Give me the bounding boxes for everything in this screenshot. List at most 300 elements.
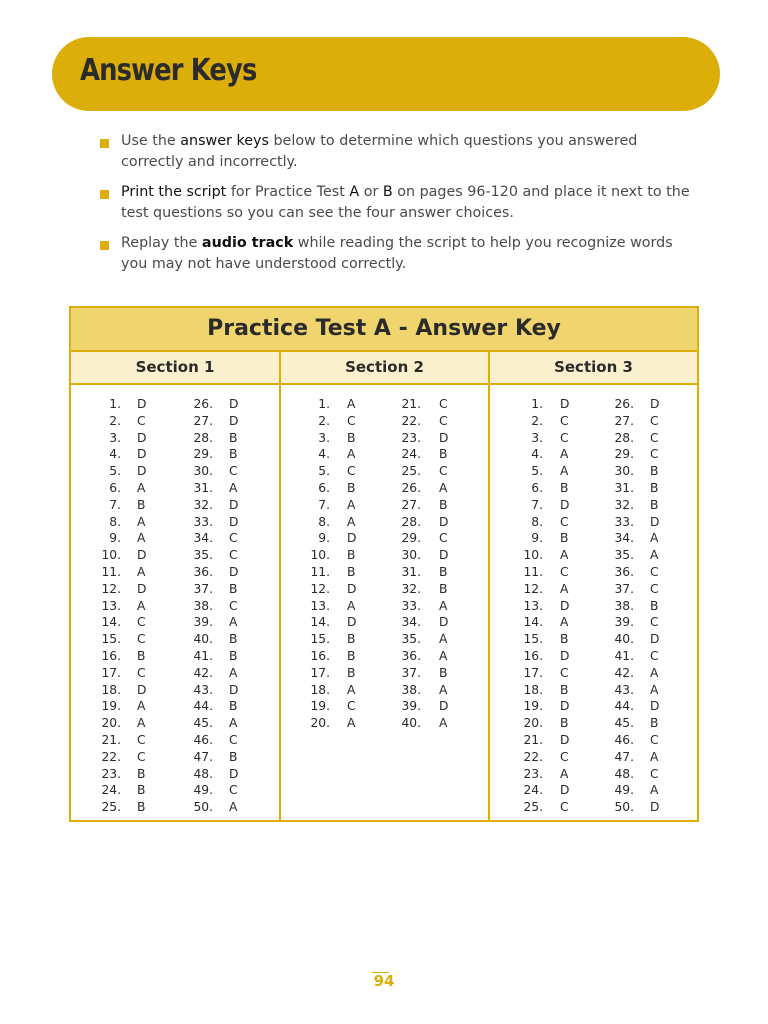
question-number: 45. [614, 716, 634, 731]
answer-letter: C [560, 800, 569, 815]
answer-letter: C [229, 548, 238, 563]
answer-letter: B [137, 648, 146, 663]
answer-row [71, 413, 279, 430]
answer-letter: C [137, 413, 146, 428]
question-number: 3. [109, 430, 121, 445]
question-number: 26. [401, 480, 421, 495]
question-number: 13. [101, 598, 121, 613]
answer-row [71, 497, 279, 514]
question-number: 31. [614, 480, 634, 495]
answer-letter: C [560, 564, 569, 579]
answer-row [490, 648, 697, 665]
question-number: 27. [193, 413, 213, 428]
bullet-square-icon [100, 190, 109, 199]
answer-letter: B [137, 800, 146, 815]
answer-letter: C [137, 749, 146, 764]
answer-row [71, 631, 279, 648]
bullet-square-icon [100, 139, 109, 148]
answer-letter: A [560, 581, 569, 596]
answer-row [490, 665, 697, 682]
question-number: 21. [523, 732, 543, 747]
question-number: 26. [614, 397, 634, 411]
answer-letter: B [560, 531, 569, 546]
answer-letter: D [650, 699, 660, 714]
answer-letter: C [439, 464, 448, 479]
question-number: 7. [318, 497, 330, 512]
question-number: 19. [523, 699, 543, 714]
answer-letter: D [347, 531, 357, 546]
question-number: 17. [101, 665, 121, 680]
answer-letter: B [229, 648, 238, 663]
question-number: 15. [310, 632, 330, 647]
question-number: 20. [310, 716, 330, 731]
question-number: 26. [193, 397, 213, 411]
section-header: Section 2 [281, 352, 488, 385]
question-number: 43. [193, 682, 213, 697]
answer-letter: A [650, 682, 659, 697]
answer-letter: B [560, 716, 569, 731]
answer-letter: C [439, 413, 448, 428]
answer-letter: B [347, 632, 356, 647]
question-number: 33. [401, 598, 421, 613]
question-number: 16. [310, 648, 330, 663]
question-number: 12. [523, 581, 543, 596]
intro-item: Replay the audio track while reading the script to help you recognize words you may not have understood correctly. [100, 233, 700, 275]
question-number: 35. [614, 548, 634, 563]
answer-letter: A [347, 497, 356, 512]
answer-row [71, 430, 279, 447]
answer-letter: B [229, 581, 238, 596]
answer-letter: D [439, 514, 449, 529]
question-number: 10. [310, 548, 330, 563]
answer-letter: A [137, 716, 146, 731]
question-number: 22. [523, 749, 543, 764]
answer-letter: D [650, 800, 660, 815]
answer-letter: D [439, 548, 449, 563]
answer-row [490, 514, 697, 531]
answer-letter: A [560, 615, 569, 630]
question-number: 3. [318, 430, 330, 445]
question-number: 48. [193, 766, 213, 781]
question-number: 14. [101, 615, 121, 630]
question-number: 38. [193, 598, 213, 613]
question-number: 50. [193, 800, 213, 815]
answer-row [490, 530, 697, 547]
question-number: 30. [401, 548, 421, 563]
answer-letter: D [560, 648, 570, 663]
answer-letter: D [137, 447, 147, 462]
answer-letter: B [560, 632, 569, 647]
answer-letter: D [439, 615, 449, 630]
answer-key-title: Practice Test A - Answer Key [71, 308, 697, 352]
answer-letter: B [347, 430, 356, 445]
answer-row [490, 446, 697, 463]
answer-letter: A [439, 598, 448, 613]
question-number: 2. [531, 413, 543, 428]
question-number: 32. [614, 497, 634, 512]
answer-letter: B [439, 581, 448, 596]
emphasis-audio-track: audio track [201, 235, 294, 251]
bullet-square-icon [100, 241, 109, 250]
question-number: 41. [193, 648, 213, 663]
answer-letter: A [229, 480, 238, 495]
answer-letter: D [560, 497, 570, 512]
answer-letter: A [137, 699, 146, 714]
question-number: 27. [401, 497, 421, 512]
answer-letter: A [439, 716, 448, 731]
question-number: 6. [318, 480, 330, 495]
answer-rows [281, 396, 488, 732]
answer-letter: D [560, 699, 570, 714]
question-number: 40. [401, 716, 421, 731]
question-number: 19. [310, 699, 330, 714]
answer-letter: B [650, 497, 659, 512]
answer-letter: D [439, 699, 449, 714]
answer-letter: D [650, 397, 660, 411]
answer-letter: A [560, 548, 569, 563]
answer-row [281, 665, 488, 682]
answer-letter: A [560, 447, 569, 462]
section-column [281, 352, 490, 820]
question-number: 20. [101, 716, 121, 731]
question-number: 20. [523, 716, 543, 731]
answer-letter: C [650, 648, 659, 663]
question-number: 23. [101, 766, 121, 781]
question-number: 15. [101, 632, 121, 647]
answer-letter: A [229, 800, 238, 815]
answer-row [71, 648, 279, 665]
answer-letter: A [650, 665, 659, 680]
question-number: 39. [401, 699, 421, 714]
answer-row [71, 614, 279, 631]
question-number: 6. [531, 480, 543, 495]
answer-row [281, 480, 488, 497]
question-number: 36. [193, 564, 213, 579]
answer-letter: C [347, 699, 356, 714]
intro-item: Print the script for Practice Test A or B on pages 96-120 and place it next to the test questions so you can see the four answer choices. [100, 182, 700, 224]
question-number: 30. [193, 464, 213, 479]
answer-letter: B [560, 682, 569, 697]
answer-letter: D [229, 413, 239, 428]
question-number: 39. [614, 615, 634, 630]
section-header: Section 1 [71, 352, 279, 385]
question-number: 35. [193, 548, 213, 563]
answer-letter: D [137, 430, 147, 445]
answer-letter: C [439, 531, 448, 546]
question-number: 33. [193, 514, 213, 529]
header-banner [52, 37, 720, 111]
answer-row [71, 749, 279, 766]
answer-letter: A [137, 598, 146, 613]
question-number: 9. [109, 531, 121, 546]
answer-letter: A [347, 682, 356, 697]
question-number: 13. [523, 598, 543, 613]
question-number: 1. [109, 397, 121, 411]
answer-row [490, 581, 697, 598]
answer-letter: C [439, 397, 448, 411]
answer-letter: D [560, 397, 570, 411]
question-number: 12. [101, 581, 121, 596]
question-number: 31. [401, 564, 421, 579]
answer-letter: B [347, 665, 356, 680]
answer-row [490, 732, 697, 749]
question-number: 49. [193, 783, 213, 798]
answer-letter: D [560, 732, 570, 747]
answer-letter: A [650, 548, 659, 563]
question-number: 28. [193, 430, 213, 445]
answer-letter: D [137, 397, 147, 411]
answer-letter: C [650, 615, 659, 630]
page-title: Answer Keys [80, 53, 257, 88]
answer-row [490, 682, 697, 699]
answer-letter: D [347, 615, 357, 630]
answer-row [281, 698, 488, 715]
question-number: 31. [193, 480, 213, 495]
section-column [490, 352, 697, 820]
answer-letter: C [650, 766, 659, 781]
answer-letter: D [229, 682, 239, 697]
question-number: 2. [109, 413, 121, 428]
question-number: 8. [531, 514, 543, 529]
question-number: 32. [401, 581, 421, 596]
question-number: 28. [401, 514, 421, 529]
answer-letter: B [229, 430, 238, 445]
answer-letter: A [137, 564, 146, 579]
answer-letter: D [560, 598, 570, 613]
question-number: 47. [614, 749, 634, 764]
answer-letter: C [560, 430, 569, 445]
answer-letter: C [650, 581, 659, 596]
question-number: 11. [523, 564, 543, 579]
question-number: 46. [193, 732, 213, 747]
answer-letter: B [650, 598, 659, 613]
question-number: 40. [193, 632, 213, 647]
question-number: 25. [523, 800, 543, 815]
question-number: 29. [193, 447, 213, 462]
question-number: 29. [401, 531, 421, 546]
answer-letter: A [347, 598, 356, 613]
answer-letter: B [560, 480, 569, 495]
answer-letter: A [229, 615, 238, 630]
answer-row [281, 497, 488, 514]
question-number: 14. [310, 615, 330, 630]
answer-letter: B [347, 480, 356, 495]
answer-letter: C [560, 413, 569, 428]
intro-list [100, 131, 700, 284]
answer-row [281, 682, 488, 699]
answer-letter: A [560, 766, 569, 781]
answer-row [71, 547, 279, 564]
answer-row [71, 665, 279, 682]
answer-letter: D [347, 581, 357, 596]
answer-letter: B [650, 480, 659, 495]
question-number: 44. [193, 699, 213, 714]
question-number: 32. [193, 497, 213, 512]
question-number: 36. [614, 564, 634, 579]
answer-letter: B [650, 464, 659, 479]
answer-letter: C [560, 749, 569, 764]
answer-rows [490, 396, 697, 816]
question-number: 19. [101, 699, 121, 714]
answer-letter: D [650, 514, 660, 529]
answer-row [281, 581, 488, 598]
answer-letter: C [137, 615, 146, 630]
question-number: 8. [109, 514, 121, 529]
answer-letter: C [347, 413, 356, 428]
question-number: 29. [614, 447, 634, 462]
answer-letter: B [347, 548, 356, 563]
answer-row [71, 530, 279, 547]
question-number: 45. [193, 716, 213, 731]
question-number: 35. [401, 632, 421, 647]
answer-letter: D [650, 632, 660, 647]
answer-row [490, 430, 697, 447]
question-number: 11. [310, 564, 330, 579]
answer-row [490, 463, 697, 480]
answer-letter: B [229, 632, 238, 647]
answer-letter: D [137, 682, 147, 697]
answer-letter: B [439, 665, 448, 680]
question-number: 25. [101, 800, 121, 815]
answer-letter: C [650, 413, 659, 428]
answer-letter: C [560, 514, 569, 529]
answer-row [490, 766, 697, 783]
answer-letter: A [347, 716, 356, 731]
question-number: 22. [401, 413, 421, 428]
question-number: 7. [531, 497, 543, 512]
question-number: 15. [523, 632, 543, 647]
question-number: 39. [193, 615, 213, 630]
answer-letter: B [439, 564, 448, 579]
question-number: 4. [318, 447, 330, 462]
answer-letter: A [347, 447, 356, 462]
answer-row [490, 413, 697, 430]
question-number: 36. [401, 648, 421, 663]
answer-letter: A [439, 648, 448, 663]
answer-row [490, 598, 697, 615]
question-number: 34. [193, 531, 213, 546]
answer-letter: C [650, 447, 659, 462]
answer-letter: A [560, 464, 569, 479]
answer-letter: D [229, 514, 239, 529]
question-number: 6. [109, 480, 121, 495]
answer-letter: A [347, 514, 356, 529]
answer-letter: B [439, 497, 448, 512]
answer-letter: B [439, 447, 448, 462]
answer-row [71, 446, 279, 463]
answer-row [71, 698, 279, 715]
answer-letter: A [137, 514, 146, 529]
question-number: 47. [193, 749, 213, 764]
question-number: 43. [614, 682, 634, 697]
question-number: 22. [101, 749, 121, 764]
question-number: 23. [523, 766, 543, 781]
answer-letter: B [137, 766, 146, 781]
answer-letter: D [439, 430, 449, 445]
question-number: 30. [614, 464, 634, 479]
question-number: 37. [193, 581, 213, 596]
question-number: 5. [318, 464, 330, 479]
answer-row [71, 598, 279, 615]
answer-row [281, 530, 488, 547]
question-number: 8. [318, 514, 330, 529]
answer-letter: B [650, 716, 659, 731]
answer-letter: D [137, 548, 147, 563]
answer-row [490, 749, 697, 766]
answer-row [281, 514, 488, 531]
question-number: 12. [310, 581, 330, 596]
question-number: 3. [531, 430, 543, 445]
answer-row [71, 396, 279, 413]
answer-row [281, 547, 488, 564]
question-number: 41. [614, 648, 634, 663]
question-number: 1. [318, 397, 330, 411]
answer-row [281, 430, 488, 447]
question-number: 38. [401, 682, 421, 697]
answer-letter: B [229, 699, 238, 714]
question-number: 17. [310, 665, 330, 680]
question-number: 34. [614, 531, 634, 546]
question-number: 34. [401, 615, 421, 630]
answer-row [490, 480, 697, 497]
answer-row [71, 480, 279, 497]
answer-row [490, 614, 697, 631]
answer-letter: C [229, 732, 238, 747]
question-number: 50. [614, 800, 634, 815]
answer-row [281, 631, 488, 648]
question-number: 24. [523, 783, 543, 798]
question-number: 11. [101, 564, 121, 579]
question-number: 1. [531, 397, 543, 411]
answer-letter: C [229, 464, 238, 479]
answer-row [71, 463, 279, 480]
answer-row [490, 698, 697, 715]
answer-row [281, 614, 488, 631]
answer-letter: A [229, 716, 238, 731]
answer-letter: B [347, 648, 356, 663]
answer-letter: C [229, 783, 238, 798]
question-number: 16. [523, 648, 543, 663]
answer-letter: A [137, 480, 146, 495]
answer-row [281, 564, 488, 581]
answer-row [71, 766, 279, 783]
question-number: 23. [401, 430, 421, 445]
answer-letter: D [560, 783, 570, 798]
section-header: Section 3 [490, 352, 697, 385]
emphasis-answer-keys: answer keys [180, 133, 269, 149]
answer-letter: C [137, 732, 146, 747]
answer-row [490, 782, 697, 799]
answer-row [490, 564, 697, 581]
intro-item: Use the answer keys below to determine which questions you answered correctly and incorrectly. [100, 131, 700, 173]
answer-row [490, 547, 697, 564]
answer-letter: C [560, 665, 569, 680]
answer-letter: A [137, 531, 146, 546]
question-number: 18. [310, 682, 330, 697]
question-number: 33. [614, 514, 634, 529]
answer-letter: A [650, 783, 659, 798]
answer-letter: C [137, 665, 146, 680]
answer-row [281, 715, 488, 732]
question-number: 21. [101, 732, 121, 747]
section-column [71, 352, 281, 820]
answer-row [281, 648, 488, 665]
question-number: 16. [101, 648, 121, 663]
question-number: 27. [614, 413, 634, 428]
answer-letter: D [229, 497, 239, 512]
question-number: 13. [310, 598, 330, 613]
answer-row [490, 497, 697, 514]
